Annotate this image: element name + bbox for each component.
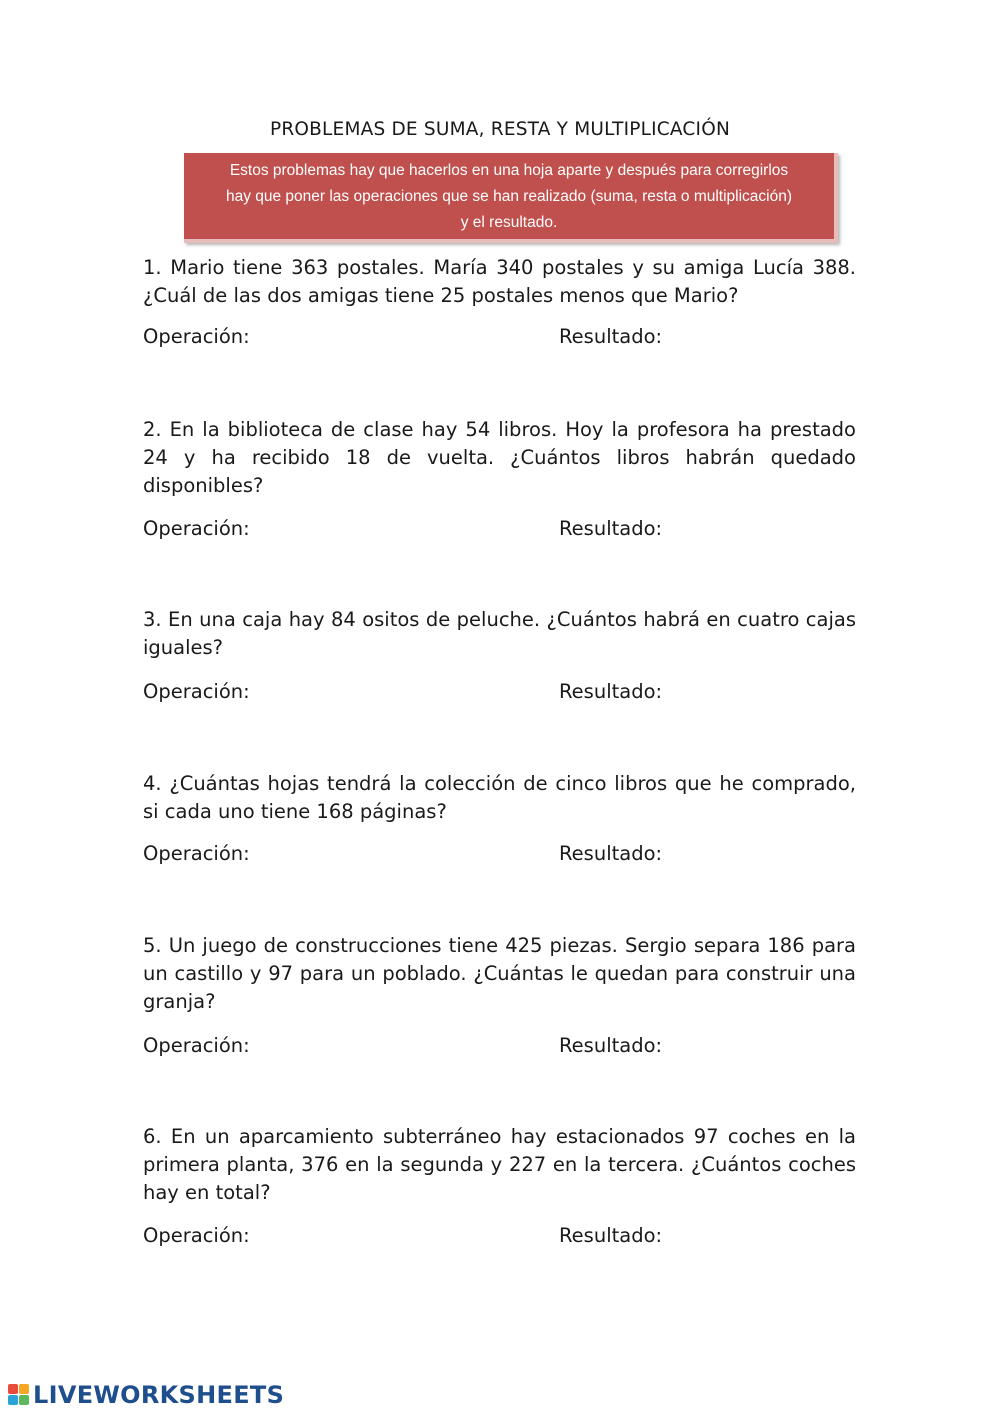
- problem-2-text: 2. En la biblioteca de clase hay 54 libros. Hoy la profesora ha prestado 24 y ha recibido 18 de vuelta. ¿Cuántos libros habrán quedado disponibles?: [143, 418, 856, 497]
- problem-6: [143, 1123, 856, 1207]
- problem-1-answer-row: [143, 325, 856, 353]
- operation-label: Operación:: [143, 325, 250, 348]
- result-label: Resultado:: [559, 517, 663, 540]
- result-label: Resultado:: [559, 1224, 663, 1247]
- operation-label: Operación:: [143, 517, 250, 540]
- result-label: Resultado:: [559, 680, 663, 703]
- problem-4-answer-row: [143, 842, 856, 870]
- brand-name: LIVEWORKSHEETS: [33, 1381, 285, 1409]
- problem-6-answer-row: [143, 1224, 856, 1252]
- operation-label: Operación:: [143, 680, 250, 703]
- result-label: Resultado:: [559, 1034, 663, 1057]
- problem-2-answer-row: [143, 517, 856, 545]
- instructions-line: y el resultado.: [460, 214, 558, 231]
- operation-label: Operación:: [143, 842, 250, 865]
- problem-5-text: 5. Un juego de construcciones tiene 425 piezas. Sergio separa 186 para un castillo y 97 para un poblado. ¿Cuántas le quedan para construir una granja?: [143, 934, 856, 1013]
- result-label: Resultado:: [559, 325, 663, 348]
- instructions-line: Estos problemas hay que hacerlos en una hoja aparte y después para corregirlos: [229, 162, 789, 179]
- problem-6-text: 6. En un aparcamiento subterráneo hay estacionados 97 coches en la primera planta, 376 en la segunda y 227 en la tercera. ¿Cuántos coches hay en total?: [143, 1125, 856, 1204]
- problem-1-text: 1. Mario tiene 363 postales. María 340 postales y su amiga Lucía 388. ¿Cuál de las dos amigas tiene 25 postales menos que Mario?: [143, 256, 856, 307]
- operation-label: Operación:: [143, 1034, 250, 1057]
- liveworksheets-logo[interactable]: [8, 1381, 284, 1409]
- problem-3-text: 3. En una caja hay 84 ositos de peluche. ¿Cuántos habrá en cuatro cajas iguales?: [143, 608, 856, 659]
- problem-4-text: 4. ¿Cuántas hojas tendrá la colección de cinco libros que he comprado, si cada uno tiene 168 páginas?: [143, 772, 856, 823]
- problem-5-answer-row: [143, 1034, 856, 1062]
- logo-grid-icon: [8, 1384, 30, 1406]
- problem-4: [143, 770, 856, 826]
- operation-label: Operación:: [143, 1224, 250, 1247]
- instructions-banner: [184, 153, 838, 243]
- problem-2: [143, 416, 856, 500]
- problem-5: [143, 932, 856, 1016]
- problem-1: [143, 254, 856, 310]
- result-label: Resultado:: [559, 842, 663, 865]
- instructions-line: hay que poner las operaciones que se han realizado (suma, resta o multiplicación): [225, 188, 793, 205]
- page-title: PROBLEMAS DE SUMA, RESTA Y MULTIPLICACIÓN: [269, 119, 730, 140]
- problem-3: [143, 606, 856, 662]
- problem-3-answer-row: [143, 680, 856, 708]
